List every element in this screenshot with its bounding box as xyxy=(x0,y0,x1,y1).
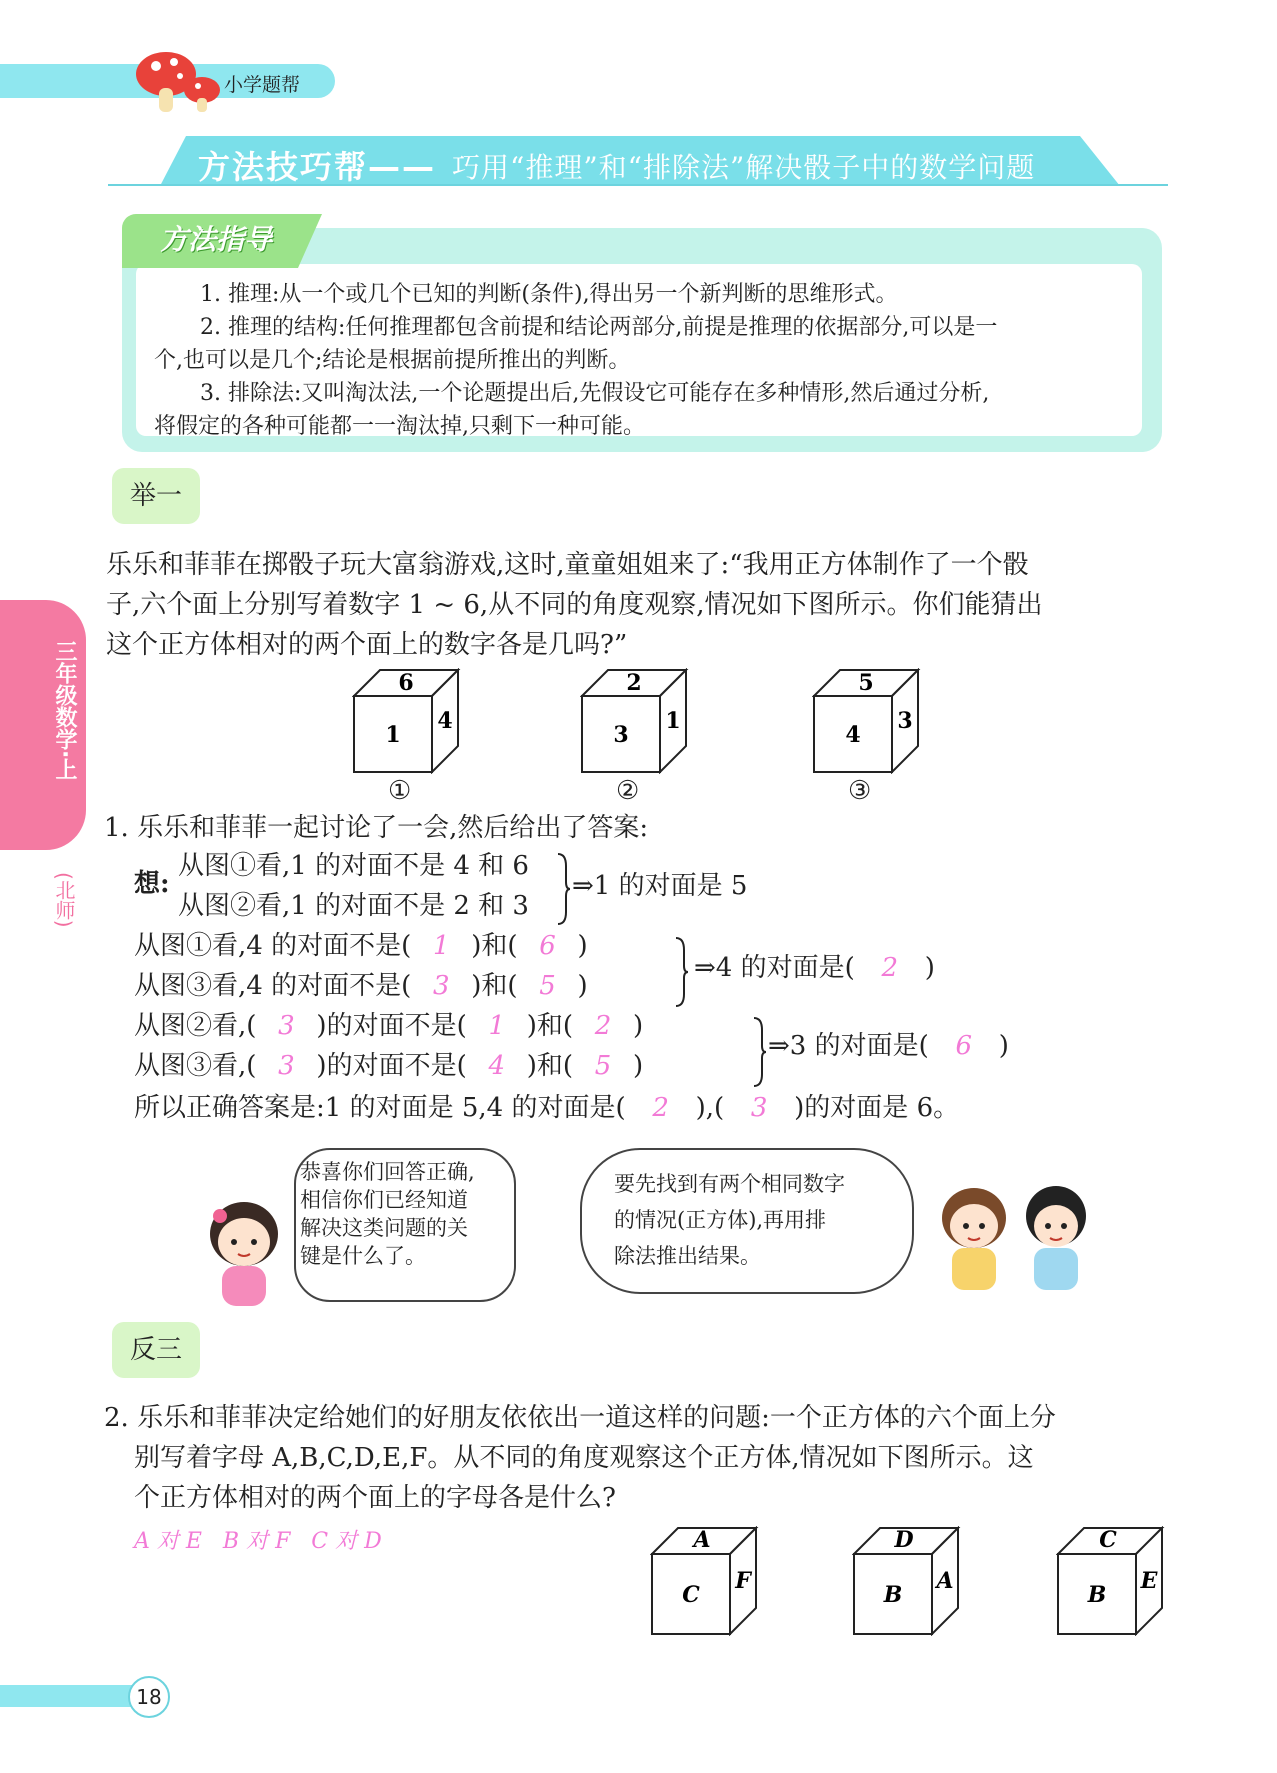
cube-top-value: D xyxy=(894,1527,914,1553)
cube-drawing xyxy=(650,1526,760,1636)
reason-row xyxy=(134,926,588,966)
cube-drawing xyxy=(852,1526,962,1636)
cube-right-value: E xyxy=(1140,1568,1158,1594)
answer-value: 3 xyxy=(750,1093,768,1123)
final-text: )的对面是 6。 xyxy=(794,1093,960,1123)
think-line: 从图②看,1 的对面不是 2 和 3 xyxy=(178,891,529,921)
think-result: ⇒1 的对面是 5 xyxy=(572,871,748,901)
practice-tag: 反三 xyxy=(112,1322,200,1378)
practice-answer: A 对 E B 对 F C 对 D xyxy=(134,1529,382,1554)
row-text: )的对面不是( xyxy=(316,1051,467,1081)
cube-label: ② xyxy=(616,776,640,806)
cube-top-value: 5 xyxy=(858,670,874,696)
row-text: 从图②看,( xyxy=(134,1011,257,1041)
row-text: ) xyxy=(633,1051,644,1081)
bubble-line: 相信你们已经知道 xyxy=(300,1188,468,1212)
result-text: ) xyxy=(924,953,935,983)
cube-top-value: 6 xyxy=(398,670,414,696)
row-text: 从图③看,4 的对面不是( xyxy=(134,971,412,1001)
letter-cube-3 xyxy=(1056,1526,1166,1636)
answer-value: 2 xyxy=(594,1011,612,1041)
method-guide-label: 方法指导 xyxy=(160,223,273,256)
girl-character-icon xyxy=(196,1196,292,1312)
cube-right-value: F xyxy=(735,1568,751,1594)
row-text: ) xyxy=(633,1011,644,1041)
cube-front-value: C xyxy=(682,1582,700,1608)
result-4 xyxy=(694,948,935,988)
header-title: 小学题帮 xyxy=(224,74,301,96)
practice-text: 个正方体相对的两个面上的字母各是什么? xyxy=(134,1483,616,1513)
final-text: 所以正确答案是:1 的对面是 5,4 的对面是( xyxy=(134,1093,626,1123)
result-text: ) xyxy=(998,1031,1009,1061)
bubble-line: 的情况(正方体),再用排 xyxy=(614,1208,827,1232)
cube-right-value: 4 xyxy=(437,708,453,734)
cube-top-value: A xyxy=(693,1527,711,1553)
cube-front-value: 4 xyxy=(845,722,861,748)
side-grade-text: 三年级数学·上 xyxy=(52,640,77,781)
guide-line: 3. 排除法:又叫淘汰法,一个论题提出后,先假设它可能存在多种情形,然后通过分析, xyxy=(200,381,990,406)
cube-right-value: 3 xyxy=(897,708,913,734)
answer-value: 5 xyxy=(539,971,556,1001)
letter-cube-1 xyxy=(650,1526,760,1636)
two-girls-icon xyxy=(924,1182,1104,1294)
result-text: ⇒3 的对面是( xyxy=(768,1031,929,1061)
answer-value: 6 xyxy=(539,931,556,961)
answer-value: 3 xyxy=(432,971,450,1001)
page-number-strip xyxy=(0,1685,140,1707)
answer-value: 6 xyxy=(955,1031,973,1061)
section-subtitle: 巧用“推理”和“排除法”解决骰子中的数学问题 xyxy=(452,151,1036,184)
dice-cube-2 xyxy=(580,668,690,774)
example-text: 子,六个面上分别写着数字 1 ~ 6,从不同的角度观察,情况如下图所示。你们能猜出 xyxy=(106,590,1043,620)
reason-row xyxy=(134,1006,643,1046)
bubble-line: 要先找到有两个相同数字 xyxy=(614,1172,845,1196)
final-answer xyxy=(134,1088,959,1128)
brace-icon xyxy=(752,1016,766,1088)
answer-value: 1 xyxy=(488,1011,505,1041)
answer-value: 5 xyxy=(594,1051,612,1081)
row-text: ) xyxy=(577,931,588,961)
think-line: 从图①看,1 的对面不是 4 和 6 xyxy=(178,851,529,881)
row-text: ) xyxy=(577,971,588,1001)
section-title: 方法技巧帮—— xyxy=(198,148,437,186)
answer-value: 1 xyxy=(432,931,450,961)
brace-icon xyxy=(556,852,570,926)
row-text: )和( xyxy=(471,971,518,1001)
question-1: 1. 乐乐和菲菲一起讨论了一会,然后给出了答案: xyxy=(104,813,649,843)
guide-line: 个,也可以是几个;结论是根据前提所推出的判断。 xyxy=(154,348,631,373)
brace-icon xyxy=(674,936,688,1008)
answer-value: 4 xyxy=(488,1051,505,1081)
cube-drawing xyxy=(1056,1526,1166,1636)
think-label: 想: xyxy=(134,869,170,899)
row-text: )和( xyxy=(526,1011,574,1041)
cube-right-value: 1 xyxy=(665,708,681,734)
result-text: ⇒4 的对面是( xyxy=(694,953,855,983)
cube-front-value: 1 xyxy=(385,722,401,748)
cube-top-value: 2 xyxy=(626,670,642,696)
cube-drawing xyxy=(812,668,922,774)
cube-front-value: B xyxy=(1087,1582,1107,1608)
cube-right-value: A xyxy=(936,1568,954,1594)
row-text: )的对面不是( xyxy=(316,1011,467,1041)
cube-top-value: C xyxy=(1099,1527,1117,1553)
bubble-line: 解决这类问题的关 xyxy=(300,1216,468,1240)
answer-value: 3 xyxy=(278,1051,295,1081)
row-text: 从图③看,( xyxy=(134,1051,257,1081)
bubble-line: 键是什么了。 xyxy=(300,1244,426,1268)
letter-cube-2 xyxy=(852,1526,962,1636)
cube-label: ③ xyxy=(848,776,872,806)
answer-value: 3 xyxy=(278,1011,295,1041)
final-text: ),( xyxy=(695,1093,725,1123)
example-text: 乐乐和菲菲在掷骰子玩大富翁游戏,这时,童童姐姐来了:“我用正方体制作了一个骰 xyxy=(106,550,1029,580)
dice-cube-3 xyxy=(812,668,922,774)
row-text: 从图①看,4 的对面不是( xyxy=(134,931,412,961)
reason-row xyxy=(134,966,588,1006)
cube-front-value: B xyxy=(883,1582,903,1608)
page-number: 18 xyxy=(128,1676,170,1718)
answer-value: 2 xyxy=(652,1093,669,1123)
practice-text: 别写着字母 A,B,C,D,E,F。从不同的角度观察这个正方体,情况如下图所示。这 xyxy=(134,1443,1034,1473)
dice-cube-1 xyxy=(352,668,462,774)
guide-line: 1. 推理:从一个或几个已知的判断(条件),得出另一个新判断的思维形式。 xyxy=(200,282,898,307)
row-text: )和( xyxy=(471,931,518,961)
cube-drawing xyxy=(352,668,462,774)
guide-line: 2. 推理的结构:任何推理都包含前提和结论两部分,前提是推理的依据部分,可以是一 xyxy=(200,315,998,340)
cube-drawing xyxy=(580,668,690,774)
example-text: 这个正方体相对的两个面上的数字各是几吗?” xyxy=(106,630,628,660)
cube-front-value: 3 xyxy=(613,722,629,748)
answer-value: 2 xyxy=(881,953,899,983)
cube-label: ① xyxy=(388,776,412,806)
side-edition-text: (北师) xyxy=(52,872,76,928)
reason-row xyxy=(134,1046,643,1086)
bubble-line: 恭喜你们回答正确, xyxy=(300,1160,475,1184)
example-tag: 举一 xyxy=(112,468,200,524)
row-text: )和( xyxy=(526,1051,574,1081)
bubble-line: 除法推出结果。 xyxy=(614,1244,761,1268)
guide-line: 将假定的各种可能都一一淘汰掉,只剩下一种可能。 xyxy=(154,414,645,439)
practice-text: 2. 乐乐和菲菲决定给她们的好朋友依依出一道这样的问题:一个正方体的六个面上分 xyxy=(104,1403,1056,1433)
mushroom-icon xyxy=(128,44,228,114)
result-3 xyxy=(768,1026,1009,1066)
